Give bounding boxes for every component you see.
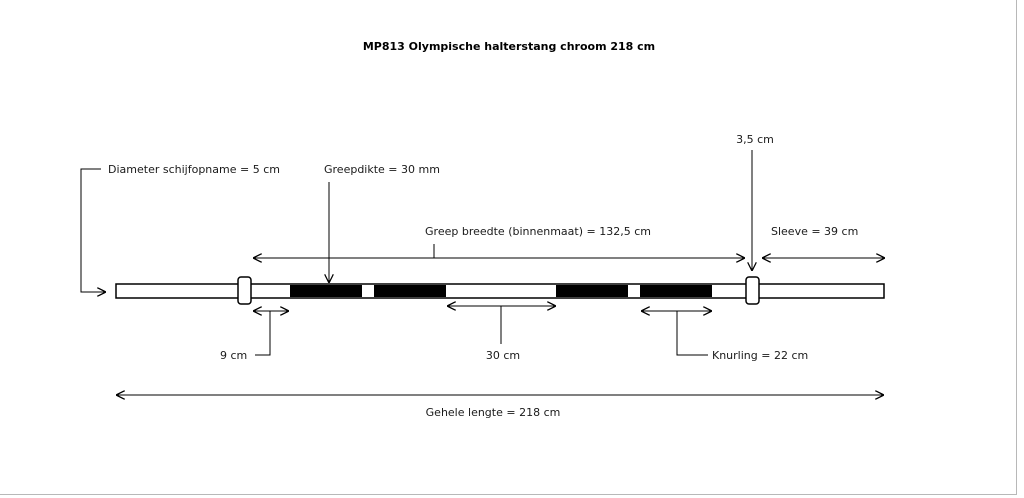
right-collar [746, 277, 759, 304]
sleeve-label: Sleeve = 39 cm [771, 225, 859, 238]
knurling-section [556, 285, 628, 297]
total-length-label: Gehele lengte = 218 cm [425, 406, 561, 419]
knurling-section [640, 285, 712, 297]
knurling-section [290, 285, 362, 297]
plate-diameter-label: Diameter schijfopname = 5 cm [108, 163, 280, 176]
left-collar [238, 277, 251, 304]
knurling-label: Knurling = 22 cm [712, 349, 809, 362]
knurling-leader [677, 311, 708, 355]
grip-thickness-label: Greepdikte = 30 mm [324, 163, 440, 176]
grip-width-label: Greep breedte (binnenmaat) = 132,5 cm [425, 225, 651, 238]
collar-width-label: 3,5 cm [736, 133, 774, 146]
center-smooth-label: 30 cm [485, 349, 521, 362]
knurling-section [374, 285, 446, 297]
inner-gap-leader [255, 311, 270, 355]
plate-diameter-leader [81, 169, 106, 292]
inner-gap-label: 9 cm [220, 349, 248, 362]
diagram-title: MP813 Olympische halterstang chroom 218 cm [362, 40, 656, 53]
bar-shaft [116, 284, 884, 298]
